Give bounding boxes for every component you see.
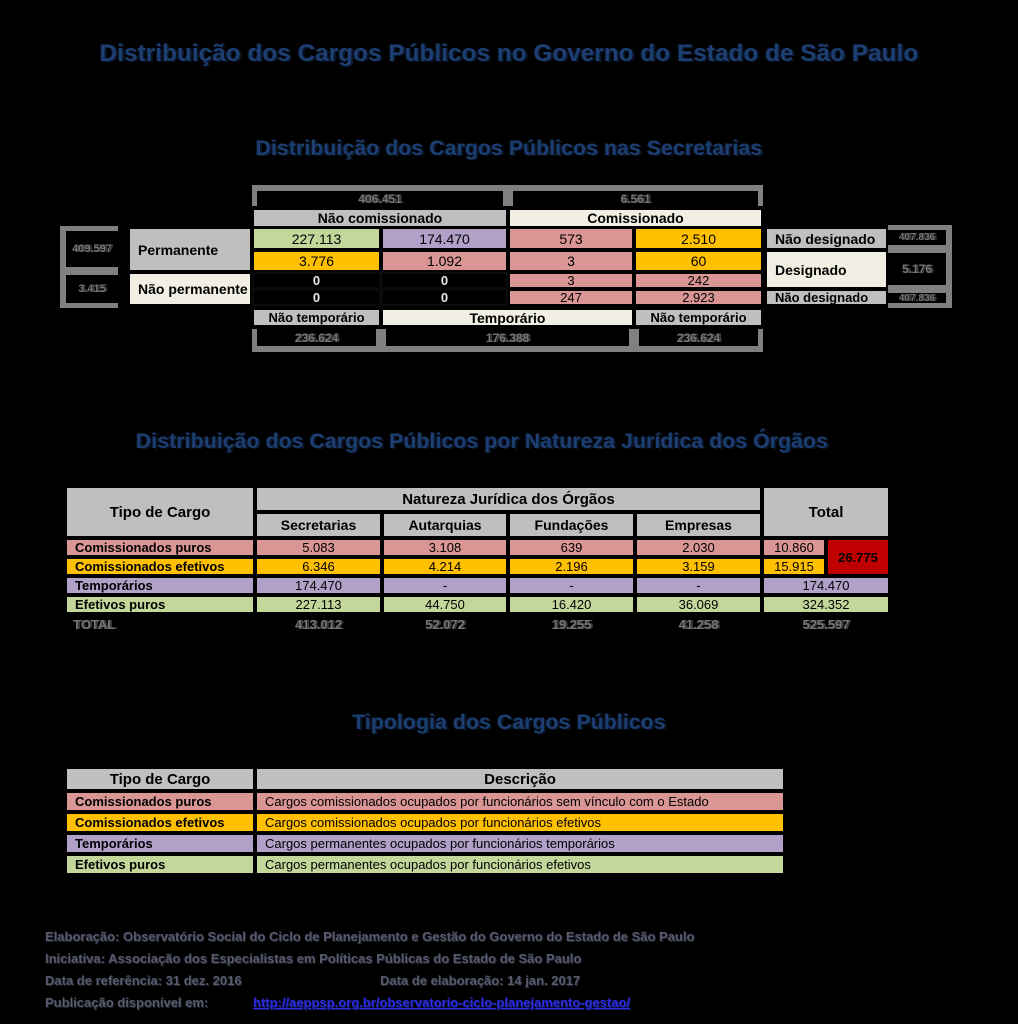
value-ep-secretarias: 227.113: [255, 595, 382, 614]
tipologia-label-comissionados-puros: Comissionados puros: [65, 791, 255, 812]
bracket-nao-comissionado-total: 406.451: [252, 185, 508, 206]
tipologia-header-tipo: Tipo de Cargo: [65, 767, 255, 791]
footer-elaboracao: Elaboração: Observatório Social do Ciclo de Planejamento e Gestão do Governo do Estado de São Paulo: [45, 929, 695, 944]
total-permanente: 409.597: [60, 226, 118, 272]
value-ce-fundacoes: 2.196: [508, 557, 635, 576]
value-ce-total: 15.915: [762, 557, 826, 576]
value-tp-autarquias: -: [382, 576, 508, 595]
footer-iniciativa: Iniciativa: Associação dos Especialistas em Políticas Públicas do Estado de São Paulo: [45, 951, 582, 966]
tipologia-header-descricao: Descrição: [255, 767, 785, 791]
header-nao-temporario-1: Não temporário: [252, 308, 381, 327]
value-tp-total: 174.470: [762, 576, 890, 595]
footer-data-referencia: Data de referência: 31 dez. 2016: [45, 973, 242, 988]
value-cp-total: 10.860: [762, 538, 826, 557]
bracket-temporario-total: 176.388: [381, 329, 634, 352]
row-label-efetivos-puros: Efetivos puros: [65, 595, 255, 614]
cell-r3c4: 242: [634, 272, 763, 289]
value-ce-empresas: 3.159: [635, 557, 762, 576]
header-autarquias: Autarquias: [382, 512, 508, 538]
value-cp-autarquias: 3.108: [382, 538, 508, 557]
value-ep-fundacoes: 16.420: [508, 595, 635, 614]
section-title-secretarias: Distribuição dos Cargos Públicos nas Secretarias: [255, 137, 763, 160]
cell-r4c4: 2.923: [634, 289, 763, 306]
label-nao-designado-1: Não designado: [765, 227, 888, 250]
total-autarquias: 52.072: [425, 616, 465, 632]
total-nao-designado-2: 407.836: [888, 288, 952, 308]
value-tp-secretarias: 174.470: [255, 576, 382, 595]
cell-r1c3: 573: [508, 227, 634, 250]
total-nao-designado-1: 407.836: [888, 225, 952, 250]
tipologia-desc-efetivos-puros: Cargos permanentes ocupados por funcionários efetivos: [255, 854, 785, 875]
page-title: Distribuição dos Cargos Públicos no Governo do Estado de São Paulo: [99, 40, 919, 67]
tipologia-label-comissionados-efetivos: Comissionados efetivos: [65, 812, 255, 833]
value-ep-empresas: 36.069: [635, 595, 762, 614]
row-label-comissionados-efetivos: Comissionados efetivos: [65, 557, 255, 576]
row-label-comissionados-puros: Comissionados puros: [65, 538, 255, 557]
header-nao-temporario-2: Não temporário: [634, 308, 763, 327]
cell-r1c4: 2.510: [634, 227, 763, 250]
footer-data-elaboracao: Data de elaboração: 14 jan. 2017: [380, 973, 581, 988]
label-nao-designado-2: Não designado: [765, 289, 888, 306]
section-title-natureza: Distribuição dos Cargos Públicos por Natureza Jurídica dos Órgãos: [135, 430, 829, 453]
bracket-nao-temporario-total-2: 236.624: [634, 329, 763, 352]
value-ep-autarquias: 44.750: [382, 595, 508, 614]
publication-link[interactable]: http://aeppsp.org.br/observatorio-ciclo-planejamento-gestao/: [253, 995, 631, 1010]
label-permanente: Permanente: [128, 227, 252, 272]
total-empresas: 41.258: [678, 616, 719, 632]
total-geral: 525.597: [802, 616, 850, 632]
cell-r1c1: 227.113: [252, 227, 381, 250]
header-secretarias: Secretarias: [255, 512, 382, 538]
header-nao-comissionado: Não comissionado: [252, 208, 508, 228]
label-nao-permanente: Não permanente: [128, 272, 252, 306]
value-comissionados-combined-total: 26.775: [826, 538, 890, 576]
cell-r1c2: 174.470: [381, 227, 508, 250]
tipologia-label-efetivos-puros: Efetivos puros: [65, 854, 255, 875]
cell-r4c1: 0: [252, 289, 381, 306]
header-tipo-de-cargo: Tipo de Cargo: [65, 486, 255, 538]
cell-r3c2: 0: [381, 272, 508, 289]
bracket-nao-temporario-total-1: 236.624: [252, 329, 381, 352]
cell-r3c3: 3: [508, 272, 634, 289]
label-designado: Designado: [765, 250, 888, 289]
row-label-temporarios: Temporários: [65, 576, 255, 595]
tipologia-desc-comissionados-efetivos: Cargos comissionados ocupados por funcionários efetivos: [255, 812, 785, 833]
cell-r4c3: 247: [508, 289, 634, 306]
total-fundacoes: 19.255: [551, 616, 592, 632]
cell-r3c1: 0: [252, 272, 381, 289]
tipologia-label-temporarios: Temporários: [65, 833, 255, 854]
header-temporario: Temporário: [381, 308, 634, 327]
tipologia-desc-comissionados-puros: Cargos comissionados ocupados por funcionários sem vínculo com o Estado: [255, 791, 785, 812]
header-total: Total: [762, 486, 890, 538]
total-row-label: TOTAL: [73, 616, 116, 632]
cell-r2c2: 1.092: [381, 250, 508, 272]
value-cp-fundacoes: 639: [508, 538, 635, 557]
header-fundacoes: Fundações: [508, 512, 635, 538]
value-cp-secretarias: 5.083: [255, 538, 382, 557]
bracket-comissionado-total: 6.561: [508, 185, 763, 206]
value-ce-autarquias: 4.214: [382, 557, 508, 576]
cell-r2c1: 3.776: [252, 250, 381, 272]
total-designado: 5.176: [888, 248, 952, 290]
value-tp-empresas: -: [635, 576, 762, 595]
cell-r4c2: 0: [381, 289, 508, 306]
total-nao-permanente: 3.415: [60, 270, 118, 308]
footer-publicacao-label: Publicação disponível em:: [45, 995, 209, 1010]
total-secretarias: 413.012: [295, 616, 342, 632]
value-ep-total: 324.352: [762, 595, 890, 614]
tipologia-desc-temporarios: Cargos permanentes ocupados por funcionários temporários: [255, 833, 785, 854]
value-cp-empresas: 2.030: [635, 538, 762, 557]
header-natureza-group: Natureza Jurídica dos Órgãos: [255, 486, 762, 512]
section-title-tipologia: Tipologia dos Cargos Públicos: [352, 711, 666, 734]
header-comissionado: Comissionado: [508, 208, 763, 228]
header-empresas: Empresas: [635, 512, 762, 538]
value-ce-secretarias: 6.346: [255, 557, 382, 576]
value-tp-fundacoes: -: [508, 576, 635, 595]
cell-r2c4: 60: [634, 250, 763, 272]
cell-r2c3: 3: [508, 250, 634, 272]
